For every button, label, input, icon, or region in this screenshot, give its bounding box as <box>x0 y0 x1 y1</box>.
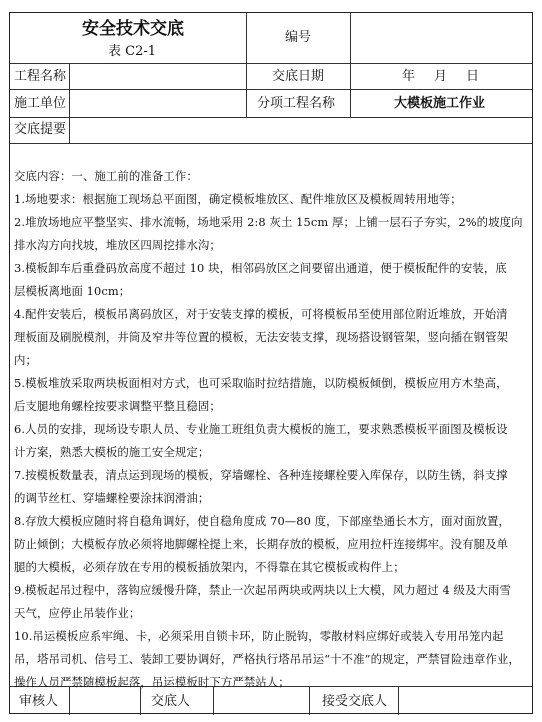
row-divider <box>10 89 532 90</box>
form-code: 表 C2-1 <box>108 44 157 59</box>
summary-label: 交底提要 <box>14 122 67 137</box>
content-line: 计方案，熟悉大模板的施工安全规定； <box>14 445 210 459</box>
content-line: 3.模板卸车后重叠码放高度不超过 10 块，相邻码放区之间要留出通道，便于模板配件的安装，底 <box>14 261 507 275</box>
content-line: 8.存放大模板应随时将自稳角调好，使自稳角度成 70—80 度，下部座垫通长木方，面对面放置， <box>14 514 511 528</box>
reviewer-label: 审核人 <box>19 694 59 709</box>
discloser-label: 交底人 <box>151 694 191 709</box>
content-line: 的调节丝杠、穿墙螺栓要涂抹润滑油； <box>14 491 210 505</box>
row-divider <box>10 63 532 64</box>
row-divider <box>10 143 532 144</box>
disclosure-date-label: 交底日期 <box>272 69 325 84</box>
content-line: 10.吊运模板应系牢绳、卡，必须采用自锁卡环，防止脱钩，零散材料应绑好或装入专用吊笼内起 <box>14 629 504 643</box>
date-day: 日 <box>466 69 480 84</box>
column-divider <box>69 63 70 143</box>
content-line: 内； <box>14 353 37 367</box>
column-divider <box>246 63 247 117</box>
form-title: 安全技术交底 <box>82 19 184 39</box>
receiver-label: 接受交底人 <box>322 694 388 709</box>
content-line: 操作人员严禁随模板起落，吊运模板时下方严禁站人； <box>14 675 290 689</box>
content-line: 理板面及刷脱模剂，井筒及窄井等位置的模板，无法安装支撑，现场搭设钢管架，竖向插在钢管架 <box>14 330 509 344</box>
content-line: 天气，应停止吊装作业； <box>14 606 141 620</box>
content-line: 1.场地要求：根据施工现场总平面图，确定模板堆放区、配件堆放区及模板周转用地等； <box>14 192 462 206</box>
disclosure-form <box>9 12 533 714</box>
row-divider <box>10 117 532 118</box>
content-line: 层模板离地面 10cm； <box>14 284 131 298</box>
content-line: 9.模板起吊过程中，落钩应缓慢升降，禁止一次起吊两块或两块以上大模，风力超过 4 级及大雨雪 <box>14 583 511 597</box>
sub-project-label: 分项工程名称 <box>257 96 336 111</box>
content-line: 排水沟方向找坡，堆放区四周挖排水沟； <box>14 238 221 252</box>
sub-project-value: 大模板施工作业 <box>394 96 486 111</box>
disclosure-content <box>14 165 526 694</box>
content-line: 防止倾倒；大模板存放必须将地脚螺栓提上来，长期存放的模板，应用拉杆连接绑牢。没有腿及单 <box>14 537 509 551</box>
column-divider <box>350 63 351 117</box>
column-divider <box>350 13 351 63</box>
content-line: 7.按模板数量表，清点运到现场的模板，穿墙螺栓、各种连接螺栓要入库保存，以防生锈，斜支撑 <box>14 468 508 482</box>
construction-unit-label: 施工单位 <box>14 96 67 111</box>
content-line: 2.堆放场地应平整坚实、排水流畅，场地采用 2:8 灰土 15cm 厚；上铺一层石子夯实，2%的坡度向 <box>14 215 523 229</box>
content-line: 6.人员的安排，现场设专职人员、专业施工班组负责大模板的施工，要求熟悉模板平面图及模板设 <box>14 422 508 436</box>
number-label: 编号 <box>285 30 312 45</box>
date-year: 年 <box>402 69 416 84</box>
content-line: 腿的大模板，必须存放在专用的模板插放架内，不得靠在其它模板或构件上； <box>14 560 405 574</box>
project-name-label: 工程名称 <box>14 69 67 84</box>
content-line: 4.配件安装后，模板吊离码放区，对于安装支撑的模板，可将模板吊至使用部位附近堆放，开始清 <box>14 307 508 321</box>
content-line: 5.模板堆放采取两块板面相对方式，也可采取临时拉结措施，以防模板倾倒，模板应用方木垫高， <box>14 376 508 390</box>
content-line: 交底内容：一、施工前的准备工作： <box>14 169 198 183</box>
content-line: 吊，塔吊司机、信号工、装卸工要协调好，严格执行塔吊吊运“十不准”的规定，严禁冒险违章作业， <box>14 652 520 666</box>
column-divider <box>246 13 247 63</box>
date-month: 月 <box>434 69 448 84</box>
content-line: 后支腿地角螺栓按要求调整平整且稳固； <box>14 399 221 413</box>
